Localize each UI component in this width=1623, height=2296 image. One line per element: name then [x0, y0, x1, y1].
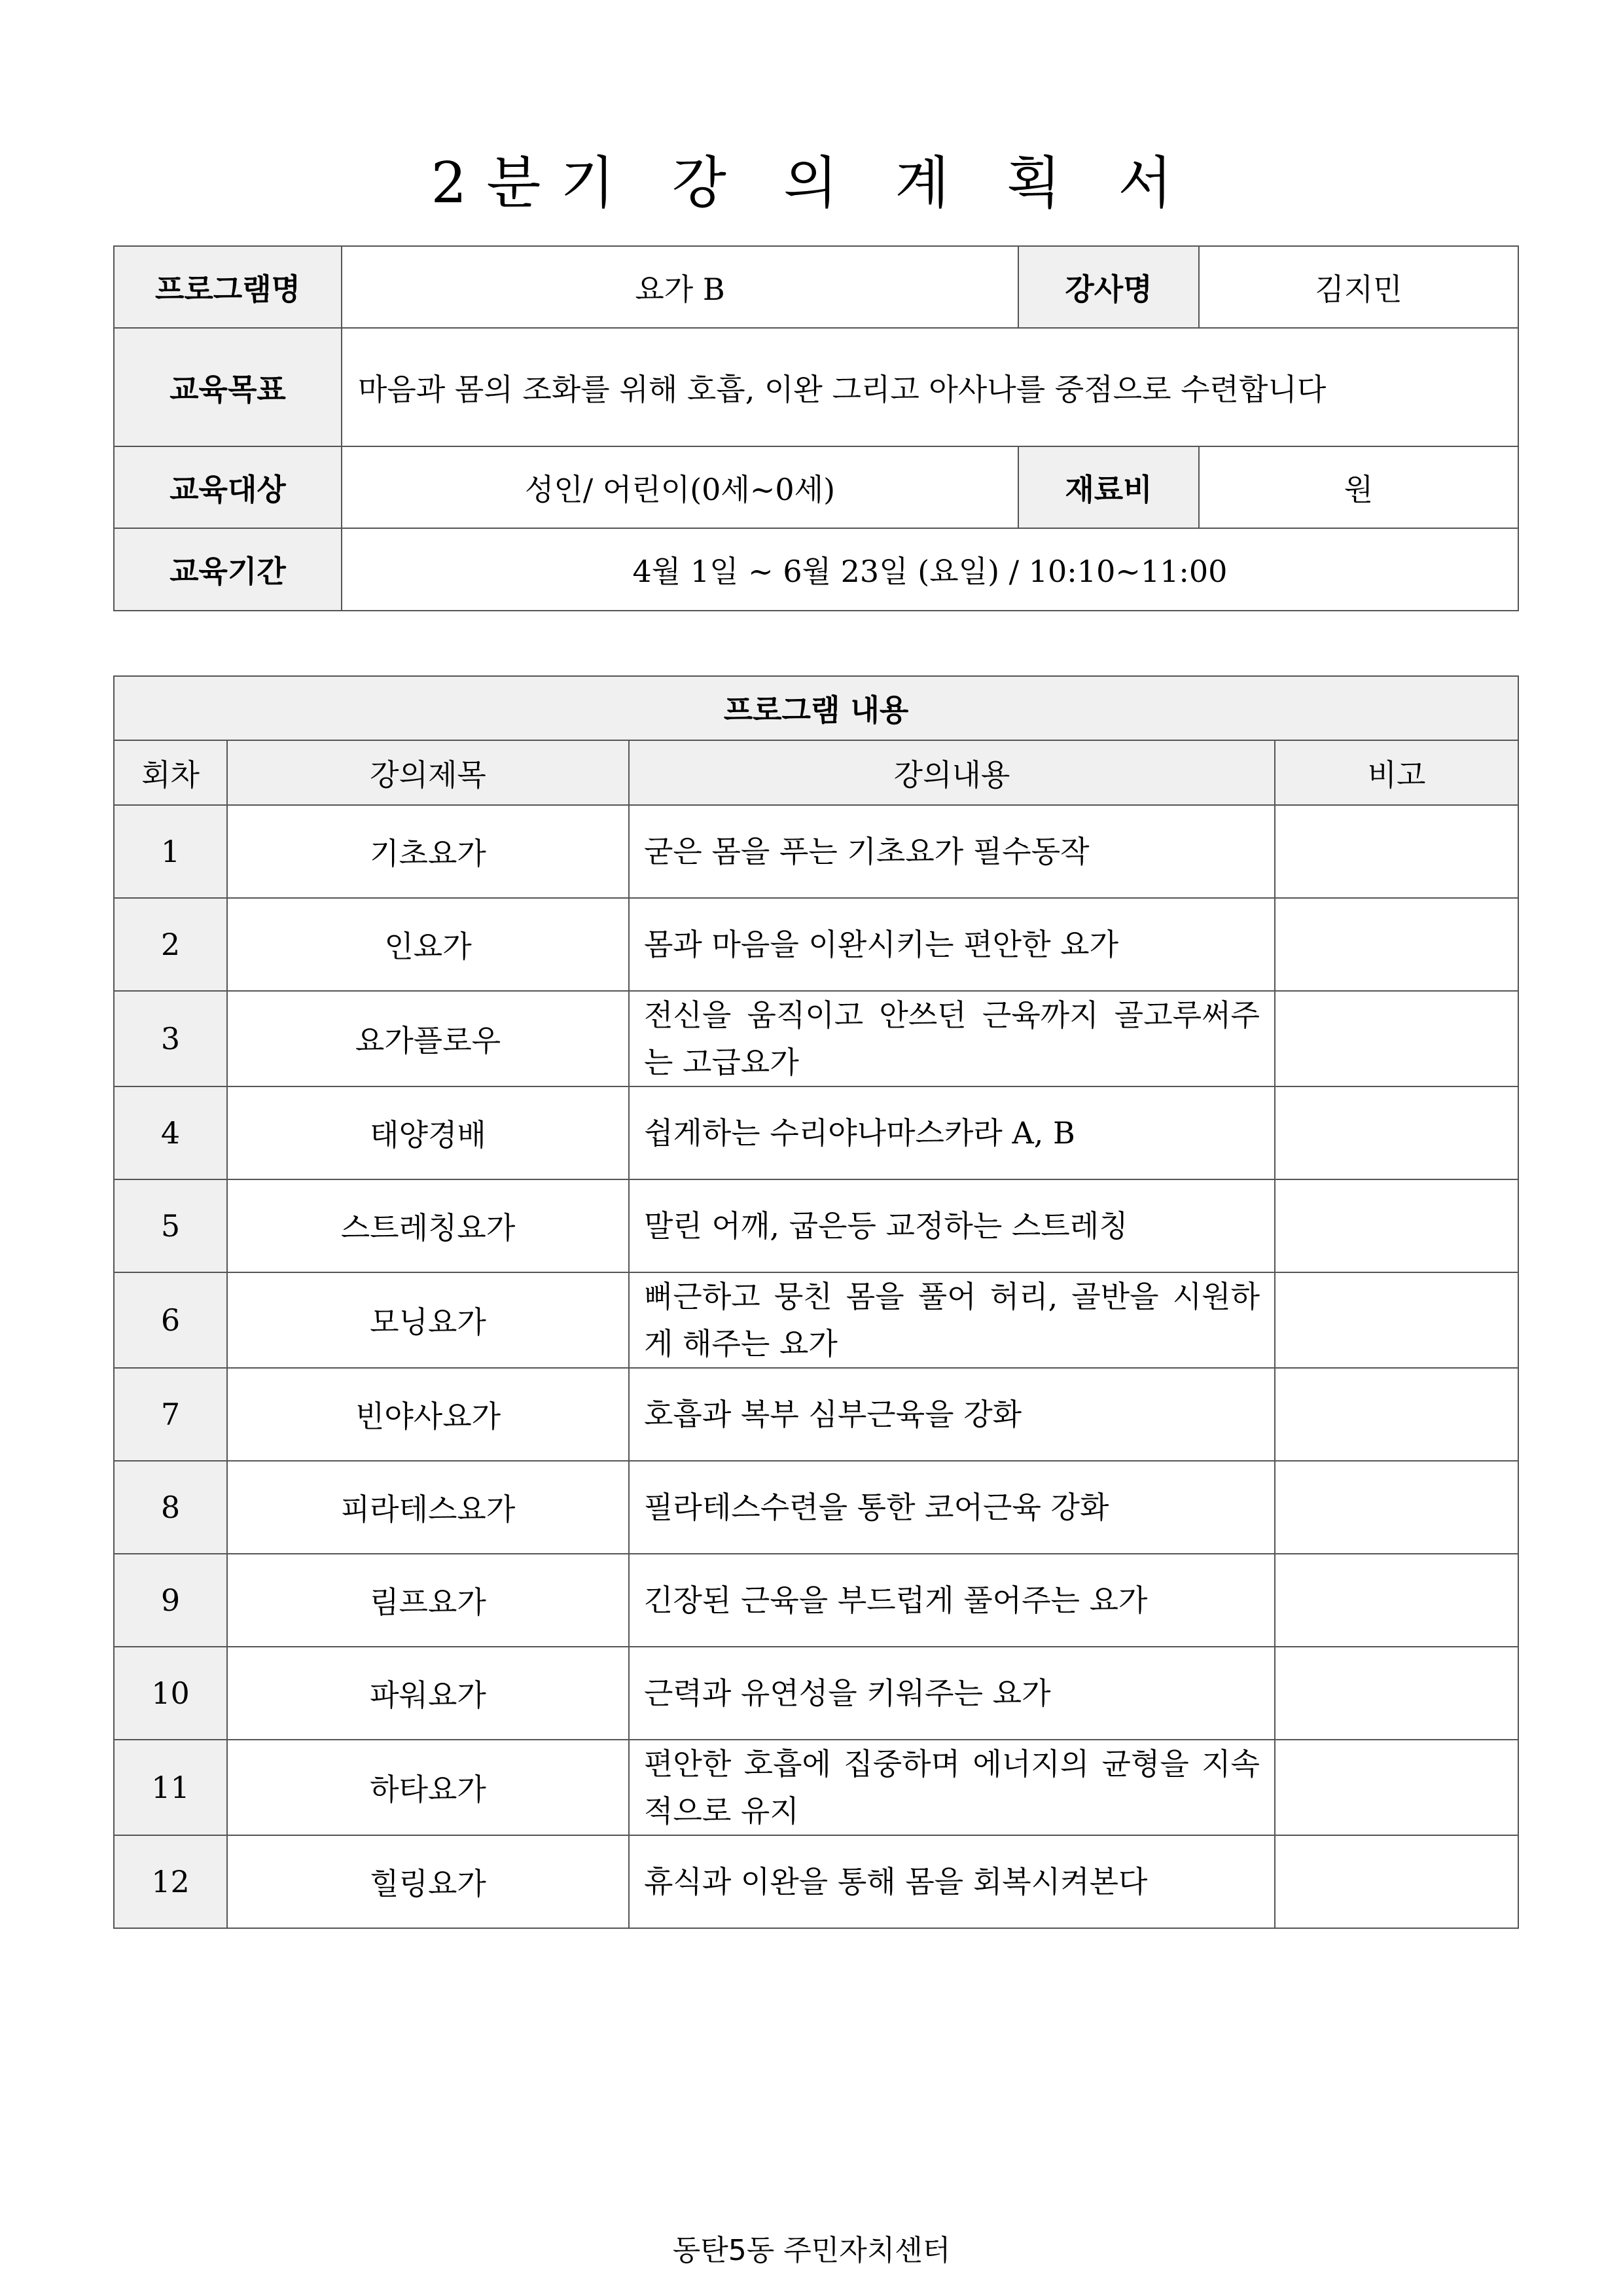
program-value: 요가 B [342, 246, 1018, 328]
lecture-content: 뻐근하고 뭉친 몸을 풀어 허리, 골반을 시원하게 해주는 요가 [629, 1272, 1275, 1368]
table-row [114, 1835, 1518, 1928]
lecture-note [1275, 991, 1518, 1086]
lecture-title: 림프요가 [227, 1554, 629, 1647]
section-title: 프로그램 내용 [114, 676, 1518, 740]
lecture-rows [114, 805, 1518, 1928]
lecture-title: 모닝요가 [227, 1272, 629, 1368]
lecture-title: 피라테스요가 [227, 1461, 629, 1554]
lecture-note [1275, 1835, 1518, 1928]
lecture-content: 편안한 호흡에 집중하며 에너지의 균형을 지속적으로 유지 [629, 1740, 1275, 1835]
lecture-content: 근력과 유연성을 키워주는 요가 [629, 1647, 1275, 1740]
session-number: 9 [114, 1554, 227, 1647]
lecture-note [1275, 1647, 1518, 1740]
period-label: 교육기간 [114, 528, 342, 611]
table-row [114, 898, 1518, 991]
header-content: 강의내용 [629, 740, 1275, 805]
table-row [114, 1740, 1518, 1835]
lecture-content: 전신을 움직이고 안쓰던 근육까지 골고루써주는 고급요가 [629, 991, 1275, 1086]
session-number: 12 [114, 1835, 227, 1928]
session-number: 8 [114, 1461, 227, 1554]
session-number: 2 [114, 898, 227, 991]
program-info-table [113, 245, 1519, 611]
lecture-title: 하타요가 [227, 1740, 629, 1835]
lecture-note [1275, 1086, 1518, 1179]
instructor-label: 강사명 [1018, 246, 1199, 328]
lecture-content: 필라테스수련을 통한 코어근육 강화 [629, 1461, 1275, 1554]
lecture-title: 태양경배 [227, 1086, 629, 1179]
header-no: 회차 [114, 740, 227, 805]
lecture-note [1275, 1740, 1518, 1835]
lecture-table [113, 675, 1519, 1929]
lecture-content: 긴장된 근육을 부드럽게 풀어주는 요가 [629, 1554, 1275, 1647]
program-label: 프로그램명 [114, 246, 342, 328]
lecture-title: 파워요가 [227, 1647, 629, 1740]
section-title-row [114, 676, 1518, 740]
goal-value: 마음과 몸의 조화를 위해 호흡, 이완 그리고 아사나를 중점으로 수련합니다 [342, 328, 1518, 446]
lecture-title: 기초요가 [227, 805, 629, 898]
table-row [114, 1272, 1518, 1368]
lecture-title: 힐링요가 [227, 1835, 629, 1928]
session-number: 6 [114, 1272, 227, 1368]
document-title: 2분기 강 의 계 획 서 [431, 151, 1192, 216]
goal-row [114, 328, 1518, 446]
header-note: 비고 [1275, 740, 1518, 805]
table-row [114, 1368, 1518, 1461]
table-row [114, 1461, 1518, 1554]
lecture-content: 호흡과 복부 심부근육을 강화 [629, 1368, 1275, 1461]
lecture-title: 빈야사요가 [227, 1368, 629, 1461]
lecture-title: 스트레칭요가 [227, 1179, 629, 1272]
goal-label: 교육목표 [114, 328, 342, 446]
lecture-note [1275, 1461, 1518, 1554]
header-row [114, 740, 1518, 805]
fee-value: 원 [1199, 446, 1518, 528]
lecture-note [1275, 1272, 1518, 1368]
period-row [114, 528, 1518, 611]
lecture-title: 인요가 [227, 898, 629, 991]
program-row [114, 246, 1518, 328]
session-number: 3 [114, 991, 227, 1086]
table-row [114, 991, 1518, 1086]
lecture-content: 말린 어깨, 굽은등 교정하는 스트레칭 [629, 1179, 1275, 1272]
target-label: 교육대상 [114, 446, 342, 528]
table-row [114, 1086, 1518, 1179]
session-number: 7 [114, 1368, 227, 1461]
lecture-content: 휴식과 이완을 통해 몸을 회복시켜본다 [629, 1835, 1275, 1928]
lecture-content: 굳은 몸을 푸는 기초요가 필수동작 [629, 805, 1275, 898]
header-title: 강의제목 [227, 740, 629, 805]
table-row [114, 1179, 1518, 1272]
session-number: 1 [114, 805, 227, 898]
target-row [114, 446, 1518, 528]
lecture-content: 쉽게하는 수리야나마스카라 A, B [629, 1086, 1275, 1179]
session-number: 4 [114, 1086, 227, 1179]
session-number: 5 [114, 1179, 227, 1272]
session-number: 11 [114, 1740, 227, 1835]
table-row [114, 1647, 1518, 1740]
session-number: 10 [114, 1647, 227, 1740]
period-value: 4월 1일 ~ 6월 23일 (요일) / 10:10~11:00 [342, 528, 1518, 611]
lecture-title: 요가플로우 [227, 991, 629, 1086]
footer-organization: 동탄5동 주민자치센터 [672, 2234, 951, 2267]
lecture-note [1275, 1554, 1518, 1647]
fee-label: 재료비 [1018, 446, 1199, 528]
table-row [114, 1554, 1518, 1647]
lecture-note [1275, 1179, 1518, 1272]
lecture-note [1275, 1368, 1518, 1461]
lecture-content: 몸과 마음을 이완시키는 편안한 요가 [629, 898, 1275, 991]
lecture-note [1275, 898, 1518, 991]
lecture-note [1275, 805, 1518, 898]
instructor-value: 김지민 [1199, 246, 1518, 328]
table-row [114, 805, 1518, 898]
target-value: 성인/ 어린이(0세~0세) [342, 446, 1018, 528]
